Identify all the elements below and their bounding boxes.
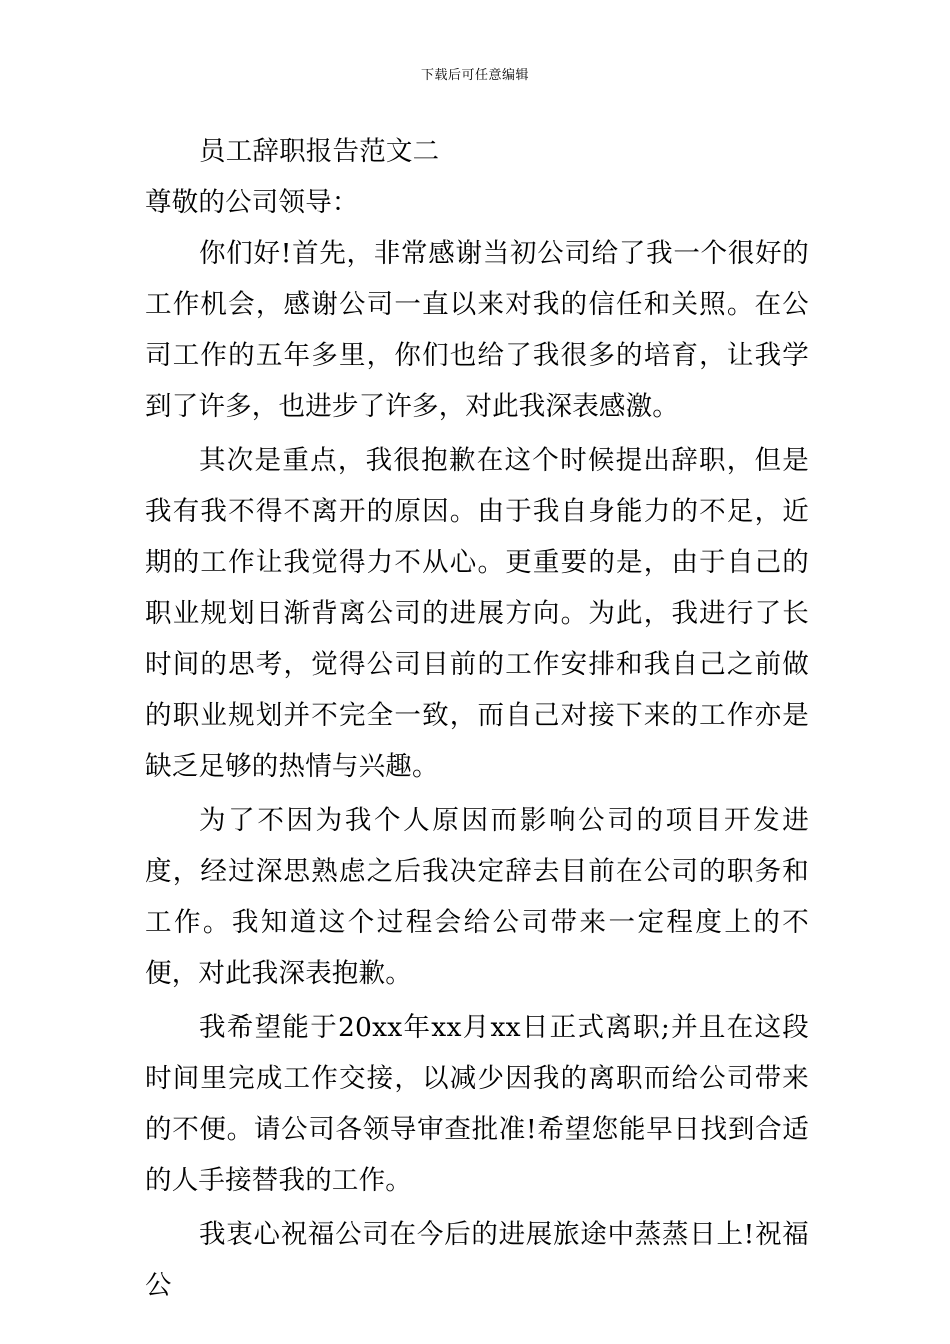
paragraph-4: 我希望能于20xx年xx月xx日正式离职;并且在这段时间里完成工作交接，以减少因我的离职而给公司带来的不便。请公司各领导审查批准!希望您能早日找到合适的人手接替我的工作。 xyxy=(145,1012,809,1196)
paragraph-3: 为了不因为我个人原因而影响公司的项目开发进度，经过深思熟虑之后我决定辞去目前在公司的职务和工作。我知道这个过程会给公司带来一定程度上的不便，对此我深表抱歉。 xyxy=(145,805,809,989)
document-body xyxy=(145,126,809,1311)
salutation: 尊敬的公司领导： xyxy=(145,187,359,218)
paragraph-2: 其次是重点，我很抱歉在这个时候提出辞职，但是我有我不得不离开的原因。由于我自身能力的不足，近期的工作让我觉得力不从心。更重要的是，由于自己的职业规划日渐背离公司的进展方向。为此，我进行了长时间的思考，觉得公司目前的工作安排和我自己之前做的职业规划并不完全一致，而自己对接下来的工作亦是缺乏足够的热情与兴趣。 xyxy=(145,445,809,782)
paragraph-1: 你们好!首先，非常感谢当初公司给了我一个很好的工作机会，感谢公司一直以来对我的信任和关照。在公司工作的五年多里，你们也给了我很多的培育，让我学到了许多，也进步了许多，对此我深表感激。 xyxy=(145,238,809,422)
document-title: 员工辞职报告范文二 xyxy=(199,136,440,167)
paragraph-5: 我衷心祝福公司在今后的进展旅途中蒸蒸日上!祝福公 xyxy=(145,1219,809,1301)
header-note: 下载后可任意编辑 xyxy=(420,68,529,83)
